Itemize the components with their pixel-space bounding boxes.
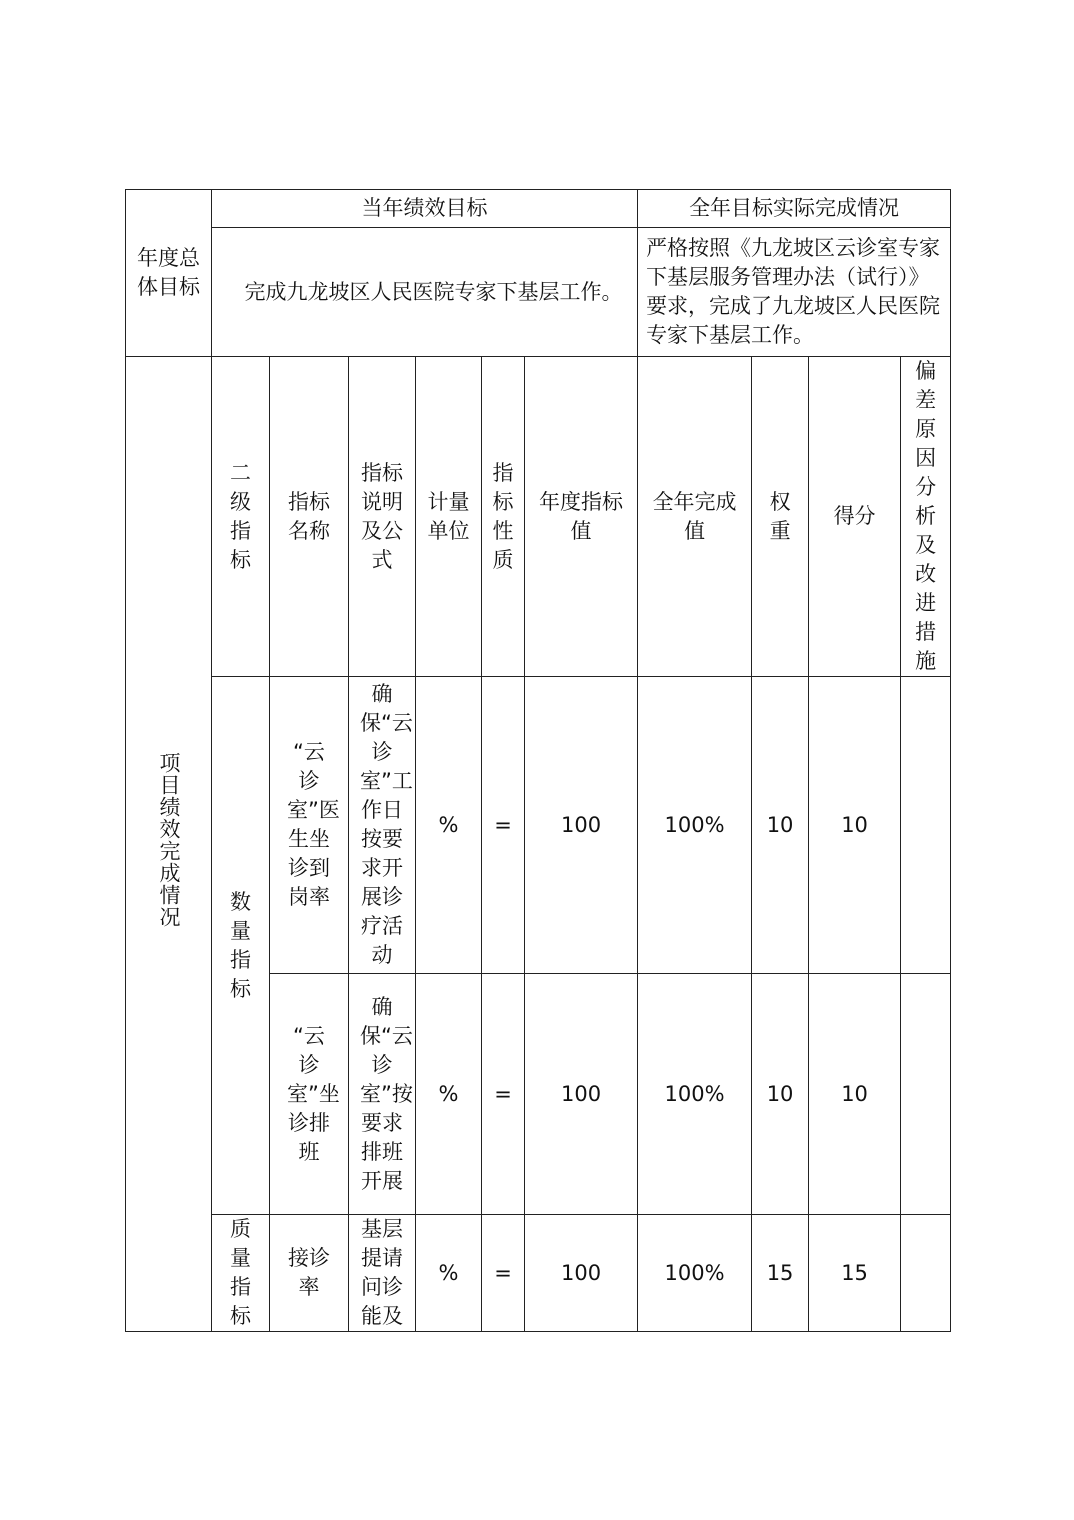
table-row <box>126 1215 951 1332</box>
indicator-actual: 100% <box>638 677 752 974</box>
col-nature: 指标性质 <box>482 357 525 677</box>
indicator-unit: % <box>416 974 482 1215</box>
indicator-target: 100 <box>525 677 638 974</box>
indicator-name: “云诊室”坐诊排班 <box>270 974 349 1215</box>
indicator-deviation <box>901 677 951 974</box>
indicator-desc: 基层提请问诊能及 <box>349 1215 416 1332</box>
col-score: 得分 <box>809 357 901 677</box>
col-level2: 二级指标 <box>212 357 270 677</box>
col-unit: 计量单位 <box>416 357 482 677</box>
indicator-name: “云诊室”医生坐诊到岗率 <box>270 677 349 974</box>
indicator-desc: 确保“云诊室”工作日按要求开展诊疗活动 <box>349 677 416 974</box>
performance-table <box>125 189 951 1332</box>
indicator-weight: 10 <box>752 677 809 974</box>
actual-completion-header: 全年目标实际完成情况 <box>638 190 951 228</box>
indicator-actual: 100% <box>638 974 752 1215</box>
indicator-unit: % <box>416 677 482 974</box>
indicator-score: 10 <box>809 974 901 1215</box>
overall-goal-label: 年度总体目标 <box>137 246 200 299</box>
table-row <box>126 677 951 974</box>
indicator-target: 100 <box>525 1215 638 1332</box>
col-actual: 全年完成值 <box>638 357 752 677</box>
overall-target-text: 完成九龙坡区人民医院专家下基层工作。 <box>212 228 638 357</box>
indicator-weight: 10 <box>752 974 809 1215</box>
indicator-score: 15 <box>809 1215 901 1332</box>
indicator-weight: 15 <box>752 1215 809 1332</box>
performance-label-cell <box>126 357 212 1332</box>
level2-cell: 数量指标 <box>212 677 270 1215</box>
indicator-actual: 100% <box>638 1215 752 1332</box>
annual-target-header: 当年绩效目标 <box>212 190 638 228</box>
indicator-score: 10 <box>809 677 901 974</box>
indicator-nature: = <box>482 1215 525 1332</box>
indicator-target: 100 <box>525 974 638 1215</box>
indicator-name: 接诊率 <box>270 1215 349 1332</box>
col-target: 年度指标值 <box>525 357 638 677</box>
col-desc: 指标说明及公式 <box>349 357 416 677</box>
overall-goal-label-cell <box>126 190 212 357</box>
overall-completion-text: 严格按照《九龙坡区云诊室专家下基层服务管理办法（试行）》要求，完成了九龙坡区人民医院专家下基层工作。 <box>638 228 951 357</box>
indicator-nature: = <box>482 677 525 974</box>
indicator-deviation <box>901 974 951 1215</box>
indicator-deviation <box>901 1215 951 1332</box>
indicator-nature: = <box>482 974 525 1215</box>
performance-label: 项目绩效完成情况 <box>157 752 181 928</box>
col-name: 指标名称 <box>270 357 349 677</box>
indicator-desc: 确保“云诊室”按要求排班开展 <box>349 974 416 1215</box>
indicator-unit: % <box>416 1215 482 1332</box>
level2-cell: 质量指标 <box>212 1215 270 1332</box>
col-deviation: 偏差原因分析及改进措施 <box>901 357 951 677</box>
col-weight: 权重 <box>752 357 809 677</box>
